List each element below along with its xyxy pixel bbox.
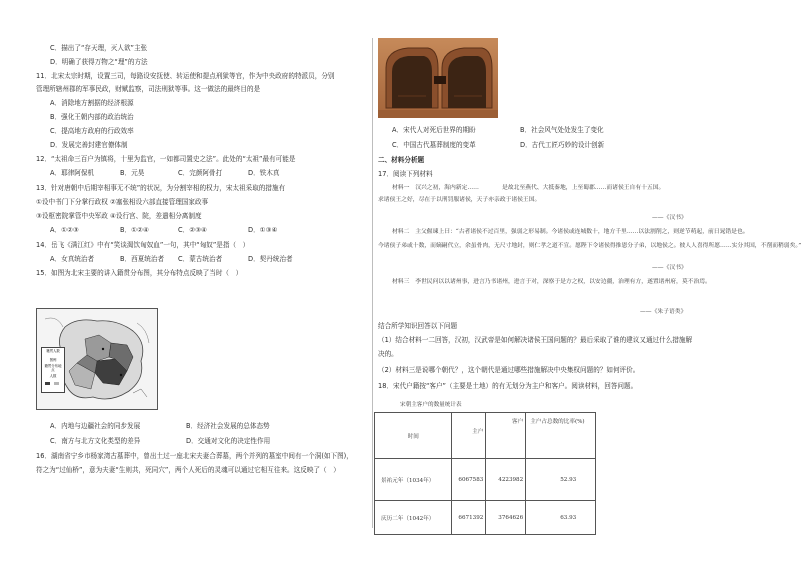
column-divider — [372, 38, 373, 528]
cell-ke-1: 3764626 — [486, 501, 526, 535]
left-line-28: C．南方与北方文化类型的差异 — [50, 437, 141, 445]
left-line-26: A．内地与边疆社会的同步发展 — [50, 422, 141, 430]
legend-line-1: 图例 — [49, 358, 57, 362]
cell-ratio-1: 63.93 — [526, 501, 596, 535]
material-2-line-1: 材料二 主父偃谏上曰：“古者诸侯不过百里，强弱之形易制。今诸侯或连城数十，地方千里……以法割削之，则逆节萌起，前日晁错是也。 — [392, 229, 749, 235]
right-line-6: 材料一 汉兴之初，海内新定…… — [392, 185, 479, 191]
material-3: 材料三 李世民问以以诸州事，进言乃书诸州，进言于对，深察于是方之权，以安边疆，治理有方，遂置诸州府，莫不治焉。 — [392, 279, 711, 285]
cell-ke-0: 4223982 — [486, 459, 526, 501]
left-line-1: D．明确了获得万物之“理”的方法 — [50, 58, 148, 66]
legend-swatch-dark — [45, 382, 50, 385]
right-line-0: A．宋代人对死后世界的期盼 — [392, 126, 476, 134]
left-line-27: B．经济社会发展的总体态势 — [186, 422, 270, 430]
map-legend — [41, 347, 65, 393]
right-line-2: C．中国古代墓葬制度的变革 — [392, 141, 476, 149]
left-line-18: C．②③④ — [178, 226, 207, 234]
left-line-4: A．消除地方割据的经济根源 — [50, 99, 134, 107]
th-time: 时间 — [375, 413, 452, 459]
legend-swatch-light — [54, 382, 59, 385]
song-jinshi-native-place-map — [36, 308, 158, 410]
th-zhu: 主户 — [452, 413, 486, 459]
left-line-10: B．元昊 — [120, 169, 145, 177]
right-line-5: 17．阅读下列材料 — [378, 170, 433, 178]
left-line-14: ①设中书门下分掌行政权 ②塞张相设六部直接管理国家政事 — [36, 198, 209, 206]
household-table — [374, 412, 596, 535]
left-line-0: C．描出了“存天理，灭人欲”主张 — [50, 44, 148, 52]
cell-time-1: 庆历二年（1042年） — [375, 501, 452, 535]
table-row — [375, 459, 596, 501]
legend-line-3: 人数 — [49, 374, 57, 378]
left-line-20: 14．岳飞《满江红》中有“笑谈渴饮匈奴血”一句，其中“匈奴”是指（ ） — [36, 241, 250, 249]
left-line-11: C．完颜阿骨打 — [178, 169, 223, 177]
left-line-8: 12．“太祖命三百户为镇将，十里为监官，一如都司置史之法”。此处的“太祖”最有可能是 — [36, 155, 296, 163]
left-line-15: ③设枢密院掌管中央军政 ④设行宫、院，差遣相分离制度 — [36, 212, 202, 220]
right-line-1: B．社会风气处处发生了变化 — [520, 126, 604, 134]
legend-title: 籍贯人数 — [46, 349, 60, 353]
material-1-continued: 是故北至燕代、大抵秦地，上至蜀郡……而诸侯王自有十五国。 — [502, 185, 665, 191]
q17-lead: 结合所学知识回答以下问题 — [378, 322, 458, 330]
right-line-4: 二、材料分析题 — [378, 156, 425, 164]
song-tomb-photo — [378, 38, 498, 118]
connecting-hole — [434, 76, 446, 84]
source-2: ——《汉书》 — [652, 265, 687, 271]
left-line-22: B．西夏统治者 — [120, 255, 165, 263]
left-line-16: A．①②③ — [50, 226, 79, 234]
cell-zhu-0: 6067583 — [452, 459, 486, 501]
left-line-5: B．强化王朝内部的政治统治 — [50, 113, 134, 121]
cell-ratio-0: 52.93 — [526, 459, 596, 501]
q17-part-1: （1）结合材料一二回答，汉初，汉武帝是如何解决诸侯王国问题的？最后采取了谁的建议又通过什么措施解 — [378, 336, 693, 344]
left-line-13: 13．针对唐朝中后期宰相事无不统”的状况，为分割宰相的权力，宋太祖采取的措施有 — [36, 184, 286, 192]
left-line-23: C．蒙古统治者 — [178, 255, 223, 263]
left-line-31: 符之为“过仙桥”，意为夫妻“生则共，死同穴”，两个人死后的灵魂可以通过它相互往来。这反映了（ ） — [36, 466, 340, 474]
right-line-3: D．古代工匠巧妙的设计创新 — [520, 141, 605, 149]
q17-part-1-cont: 决的。 — [378, 350, 398, 358]
q18-stem: 18．宋代户籍按“客户”（主要是土地）的有无划分为主户和客户。阅读材料，回答问题。 — [378, 382, 638, 390]
left-line-9: A．耶律阿保机 — [50, 169, 95, 177]
left-line-12: D．铁木真 — [248, 169, 280, 177]
material-2-line-2: 今诸侯子弟或十数，而嫡嗣代立，余虽骨肉，无尺寸地封，则仁孝之道不宣。愿陛下令诸侯得推恩分子弟，以地侯之。彼人人喜得所愿……实分其国，不削而稍弱矣。” — [378, 243, 801, 249]
q17-part-2: （2）材料三是说哪个朝代？，这个朝代是通过哪些措施解决中央集权问题的？如何评价。 — [378, 366, 640, 374]
left-line-24: D．契丹统治者 — [248, 255, 293, 263]
left-line-6: C．提高地方政府的行政效率 — [50, 127, 134, 135]
table-header-row — [375, 413, 596, 459]
left-line-25: 15．如图为北宋主要的讲入籍贯分布图，其分布特点反映了当时（ ） — [36, 269, 243, 277]
cell-time-0: 景祐元年（1034年） — [375, 459, 452, 501]
left-line-21: A．女真统治者 — [50, 255, 95, 263]
table-row — [375, 501, 596, 535]
th-ratio: 主户占总数的比率(%) — [526, 413, 596, 459]
tomb-drawing — [378, 38, 498, 118]
left-line-3: 管理所辖州郡的军事民政，财赋监察，司法刑狱等事。这一做法的最终目的是 — [36, 85, 261, 93]
left-line-7: D．发展完善封建官僚体制 — [50, 141, 128, 149]
legend-line-2: 籍贯分布地点 — [44, 364, 62, 372]
left-line-19: D．①③④ — [248, 226, 278, 234]
left-line-17: B．①②④ — [120, 226, 149, 234]
cell-zhu-1: 6671392 — [452, 501, 486, 535]
left-line-30: 16．湖南省宁乡市杨家湾古墓葬中，曾出土过一座北宋夫妻合葬墓，两个并列的墓室中间有一个洞(如下图)， — [36, 452, 353, 460]
material-1-line-2: 求诸侯王之好，尽在于以刑罚服诸侯，天子亦亲政于诸侯王国。 — [378, 197, 541, 203]
source-3: ——《朱子语类》 — [640, 309, 687, 315]
th-ke: 客户 — [486, 413, 526, 459]
source-1: ——《汉书》 — [652, 215, 687, 221]
left-line-29: D．交通对文化的决定性作用 — [186, 437, 271, 445]
left-line-2: 11．北宋太宗时期，设置三司，每路设安抚使、转运使和提点刑狱等官，作为中央政府的特派员，分别 — [36, 72, 335, 80]
table-title: 宋朝主客户的数量统计表 — [400, 402, 462, 408]
